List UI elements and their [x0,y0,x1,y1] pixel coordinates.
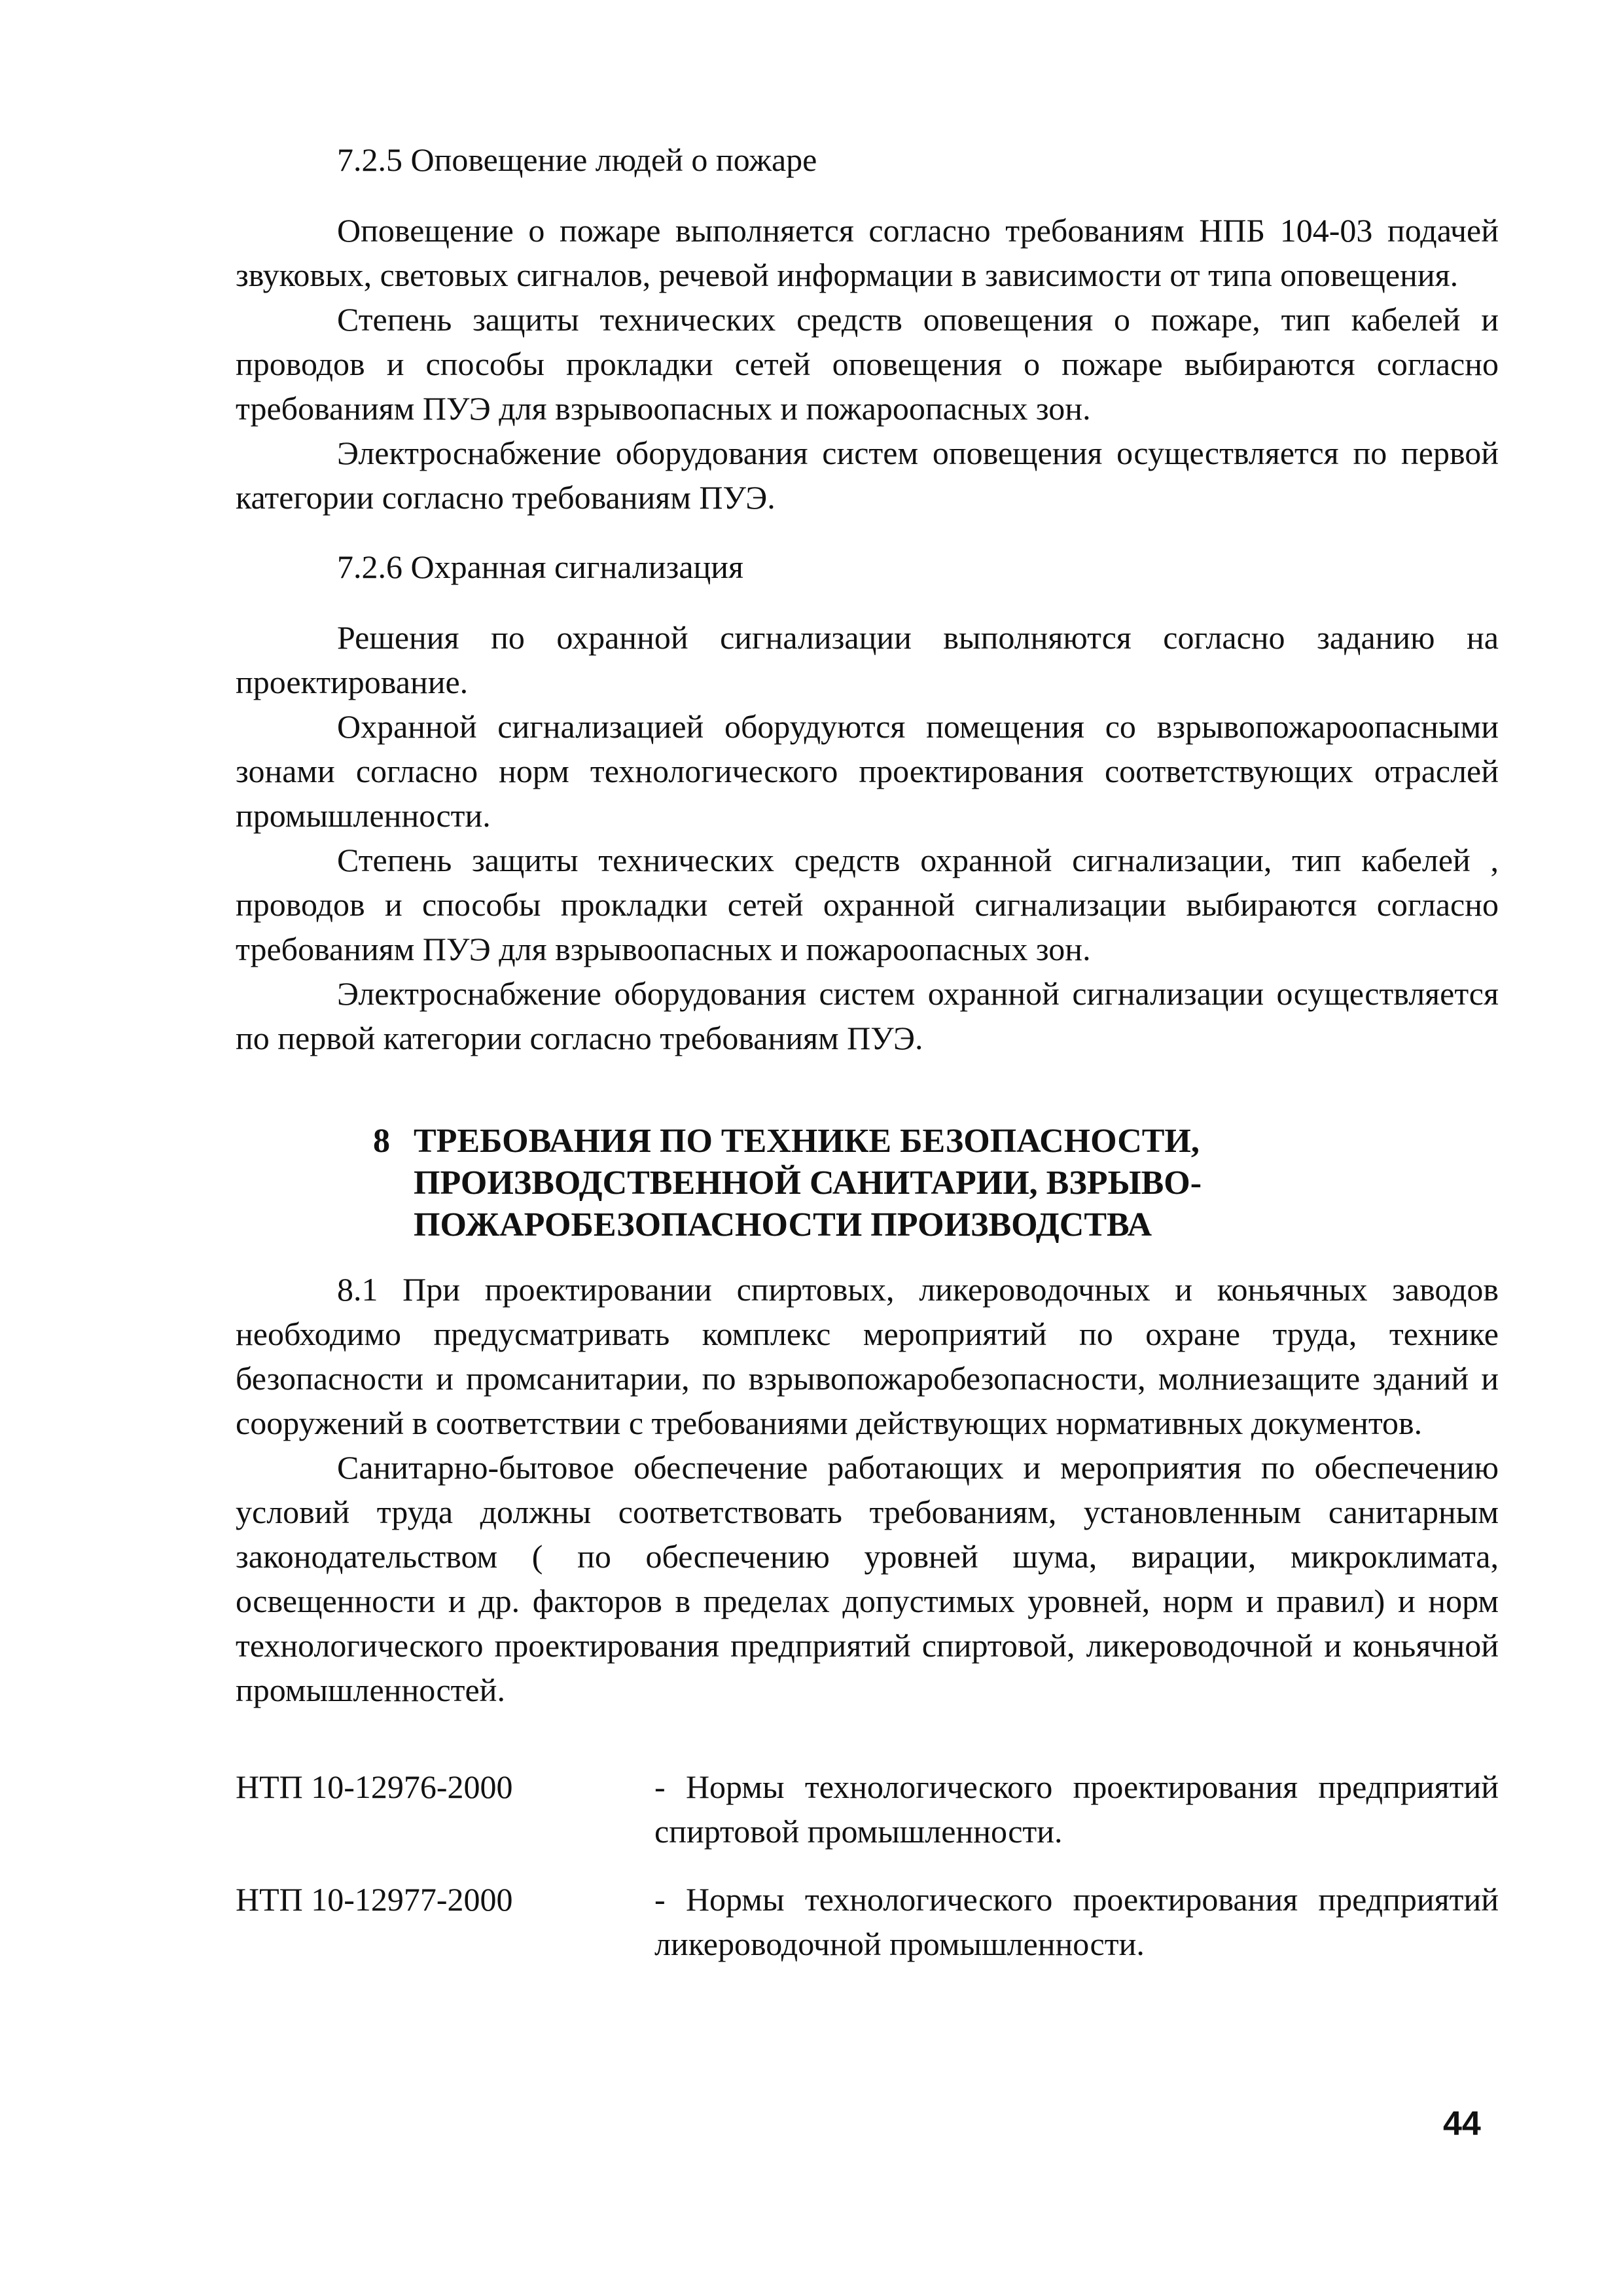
section-7-2-6-paragraph-2: Охранной сигнализацией оборудуются помещения со взрывопожароопасными зонами согласно норм технологического проектирования соответствующих отраслей промышленности. [236,708,1499,834]
section-7-2-5-paragraph-1: Оповещение о пожаре выполняется согласно требованиям НПБ 104-03 подачей звуковых, световых сигналов, речевой информации в зависимости от типа оповещения. [236,212,1499,293]
reference-item [236,1877,1499,1966]
section-7-2-6-title: 7.2.6 Охранная сигнализация [337,548,744,585]
document-page [236,137,1499,1990]
reference-code: НТП 10-12977-2000 [236,1881,513,1918]
reference-code: НТП 10-12976-2000 [236,1768,513,1805]
section-7-2-6-paragraph-1: Решения по охранной сигнализации выполняются согласно заданию на проектирование. [236,619,1499,700]
section-7-2-5-title: 7.2.5 Оповещение людей о пожаре [337,141,817,178]
section-8-paragraph-2: Санитарно-бытовое обеспечение работающих и мероприятия по обеспечению условий труда должны соответствовать требованиям, установленным санитарным законодательством ( по обеспечению уровней шума, вирации, микроклимата, освещенности и др. факторов в пределах допустимых уровней, норм и правил) и норм технологического проектирования предприятий спиртовой, ликероводочной и коньячной промышленностей. [236,1449,1499,1708]
section-8-number: 8 [373,1122,390,1160]
section-7-2-6-paragraph-4: Электроснабжение оборудования систем охранной сигнализации осуществляется по первой категории согласно требованиям ПУЭ. [236,975,1499,1056]
reference-description: - Нормы технологического проектирования предприятий спиртовой промышленности. [654,1768,1499,1850]
reference-description: - Нормы технологического проектирования предприятий ликероводочной промышленности. [654,1881,1499,1962]
section-8-title-line-3: ПОЖАРОБЕЗОПАСНОСТИ ПРОИЗВОДСТВА [414,1206,1152,1244]
reference-item [236,1765,1499,1854]
reference-list [236,1765,1499,1966]
section-8-title-line-2: ПРОИЗВОДСТВЕННОЙ САНИТАРИИ, ВЗРЫВО- [414,1164,1202,1202]
section-8-paragraph-1: 8.1 При проектировании спиртовых, ликероводочных и коньячных заводов необходимо предусматривать комплекс мероприятий по охране труда, технике безопасности и промсанитарии, по взрывопожаробезопасности, молниезащите зданий и сооружений в соответствии с требованиями действующих нормативных документов. [236,1271,1499,1441]
section-8-heading [373,1121,1499,1246]
section-7-2-5-paragraph-3: Электроснабжение оборудования систем оповещения осуществляется по первой категории согласно требованиям ПУЭ. [236,435,1499,516]
section-7-2-6-paragraph-3: Степень защиты технических средств охранной сигнализации, тип кабелей , проводов и способы прокладки сетей охранной сигнализации выбираются согласно требованиям ПУЭ для взрывоопасных и пожароопасных зон. [236,842,1499,967]
section-7-2-5-paragraph-2: Степень защиты технических средств оповещения о пожаре, тип кабелей и проводов и способы прокладки сетей оповещения о пожаре выбираются согласно требованиям ПУЭ для взрывоопасных и пожароопасных зон. [236,301,1499,427]
section-8-title-line-1: ТРЕБОВАНИЯ ПО ТЕХНИКЕ БЕЗОПАСНОСТИ, [414,1122,1200,1160]
page-number: 44 [1443,2105,1481,2143]
